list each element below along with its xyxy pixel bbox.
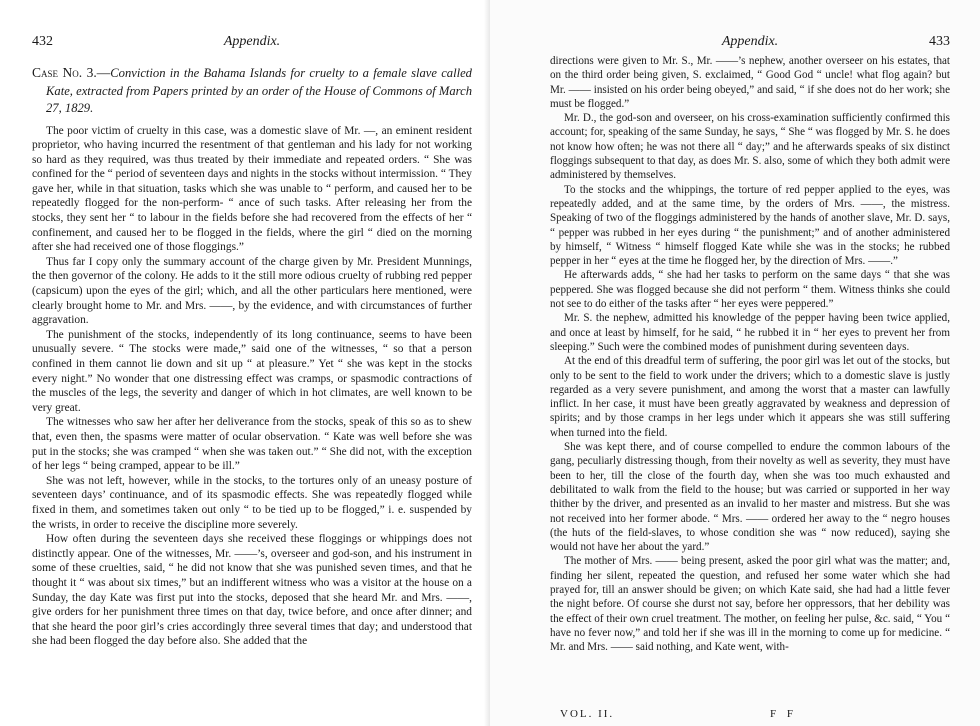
- right-paragraph-7: She was kept there, and of course compelled to endure the common labours of the gang, peculiarly distressing though, from their novelty as well as severity, they must have been to her, till the close of the fourth day, when she was too much exhausted and debilitated to walk from the field to the house; but was carried or supported in her way thither by the driver, and presented as an invalid to her master and mistress. But she was not received into her former abode. “ Mrs. —— ordered her away to the “ negro houses (the huts of the field-slaves, to whose condition she was “ now reduced), saying she would not have her about the yard.”: [550, 441, 950, 554]
- right-paragraph-3: To the stocks and the whippings, the torture of red pepper applied to the eyes, was repeatedly added, and at the same time, by the orders of Mrs. ——, the mistress. Speaking of two of the floggings administered by the hands of another slave, Mr. D. says, “ pepper was rubbed in her eyes during “ the punishment;” and of another administered by himself, “ Witness “ himself flogged Kate while she was in the stocks; he rubbed pepper in her “ eyes at the time he flogged her, by the direction of Mrs. ——.”: [550, 183, 950, 268]
- right-running-title: Appendix.: [721, 34, 779, 49]
- left-paragraph-1: The poor victim of cruelty in this case, was a domestic slave of Mr. —, an eminent resident proprietor, who having incurred the resentment of that gentleman and his lady for not working so hard as they required, was thus treated by their immediate and repeated orders. “ She was confined for the “ period of seventeen days and nights in the stocks without intermission. “ They gave her, while in that situation, tasks which she was unable to “ perform, and caused her to be repeatedly flogged for the non-perform- “ ance of such tasks. After releasing her from the stocks, they sent her “ to labour in the fields before she had recovered from the effects of her “ confinement, and caused her to be flogged in the fields, where the girl “ died on the morning after she had received one of those floggings.”: [32, 124, 472, 254]
- volume-signature: VOL. II.: [560, 708, 615, 720]
- right-paragraph-2: Mr. D., the god-son and overseer, on his cross-examination sufficiently confirmed this account; for, speaking of the same Sunday, he says, “ She “ was flogged by Mr. S. he does not know how often; he was not there all “ day;” and he afterwards speaks of six distinct floggings subsequent to that day, as does Mr. S. also, some of which they both admit were administered by themselves.: [550, 112, 950, 182]
- left-paragraph-4: The witnesses who saw her after her deliverance from the stocks, speak of this so as to shew that, even then, the spasms were matter of ocular observation. “ Kate was well before she was put in the stocks; she was cramped “ when she was taken out.” “ She did not, with the exception of her legs “ being cramped, appear to be ill.”: [32, 416, 472, 473]
- left-paragraph-2: Thus far I copy only the summary account of the charge given by Mr. President Munnings, the then governor of the colony. He adds to it the still more odious cruelty of rubbing red pepper (capsicum) upon the eyes of the girl; which, and all the other particulars here mentioned, were clearly brought home to Mr. and Mrs. ——, by the evidence, and with circumstances of further aggravation.: [32, 255, 472, 327]
- signature-mark: F F: [770, 708, 797, 720]
- right-paragraph-4: He afterwards adds, “ she had her tasks to perform on the same days “ that she was peppered. She was flogged because she did not perform “ them. Witness thinks she could not see to do either of the tasks after “ her eyes were peppered.”: [550, 269, 950, 311]
- left-paragraph-5: She was not left, however, while in the stocks, to the tortures only of an uneasy posture of seventeen days’ continuance, and of its spasmodic effects. She was repeatedly flogged while fixed in them, and sometimes taken out only “ to be tied up to be flogged,” i. e. suspended by the wrists, in order to receive the discipline more severely.: [32, 474, 472, 531]
- right-page: [490, 0, 980, 726]
- left-page-number: 432: [32, 34, 53, 49]
- case-label: Case No. 3.—: [32, 65, 111, 80]
- right-page-footer: [550, 708, 950, 722]
- left-running-title: Appendix.: [223, 34, 281, 49]
- right-paragraph-6: At the end of this dreadful term of suffering, the poor girl was let out of the stocks, but only to be sent to the field to work under the drivers; which to a domestic slave is justly regarded as a very severe punishment, and among the worst that a master can lawfully inflict. In her case, it must have been greatly aggravated by weakness and depression of spirits; and by those cramps in her legs under which it appears she was still suffering when turned into the field.: [550, 355, 950, 439]
- left-page-header: [32, 34, 472, 54]
- right-paragraph-1: directions were given to Mr. S., Mr. ——’s nephew, another overseer on his estates, that on the third order being given, S. exclaimed, “ Good God “ uncle! what flog again? but Mr. —— insisted on his order being obeyed,” and said, “ if she does not do her work; she must be flogged.”: [550, 55, 950, 110]
- case-heading: [32, 64, 472, 118]
- right-page-number: 433: [929, 34, 950, 49]
- case-title: Conviction in the Bahama Islands for cruelty to a female slave called Kate, extracted from Papers printed by an order of the House of Commons of March 27, 1829.: [46, 66, 472, 115]
- left-paragraph-3: The punishment of the stocks, independently of its long continuance, seems to have been unusually severe. “ The stocks were made,” said one of the witnesses, “ so that a person confined in them cannot lie down and sit up “ at pleasure.” Yet “ she was kept in the stocks every night.” No wonder that one distressing effect was cramps, or spasmodic contractions of the muscles of the legs, the severity and danger of which in hot climates, are well known to be very great.: [32, 328, 472, 414]
- right-page-header: [550, 34, 950, 54]
- right-paragraph-8: The mother of Mrs. —— being present, asked the poor girl what was the matter; and, finding her silent, repeated the question, and refused her some water which she had prayed for, till an answer should be given; on which Kate said, she had had a little fever the night before. Of course she durst not say, before her oppressors, that her debility was the effect of their own cruel treatment. The mother, on feeling her pulse, &c. said, “ You “ have no fever now,” and told her if she was ill in the morning to come up for medicine. “ Mr. and Mrs. —— said nothing, and Kate went, with-: [550, 555, 950, 654]
- right-paragraph-5: Mr. S. the nephew, admitted his knowledge of the pepper having been twice applied, and once at least by himself, for he said, “ he rubbed it in “ her eyes to prevent her from sleeping.” Such were the combined modes of punishment during seventeen days.: [550, 312, 950, 353]
- left-paragraph-6: How often during the seventeen days she received these floggings or whippings does not distinctly appear. One of the witnesses, Mr. ——’s, overseer and god-son, and his instrument in some of these cruelties, said, “ he did not know that she was punished seven times, and that he thought it “ was about six times,” but an indifferent witness who was a visitor at the house on a Sunday, the day Kate was first put into the stocks, deposed that she heard Mr. and Mrs. ——, give orders for her punishment three times on that day, twice before, and once after dinner; and that she heard the poor girl’s cries accordingly three several times that day; and understood that she had been flogged the day before also. She added that the: [32, 533, 472, 648]
